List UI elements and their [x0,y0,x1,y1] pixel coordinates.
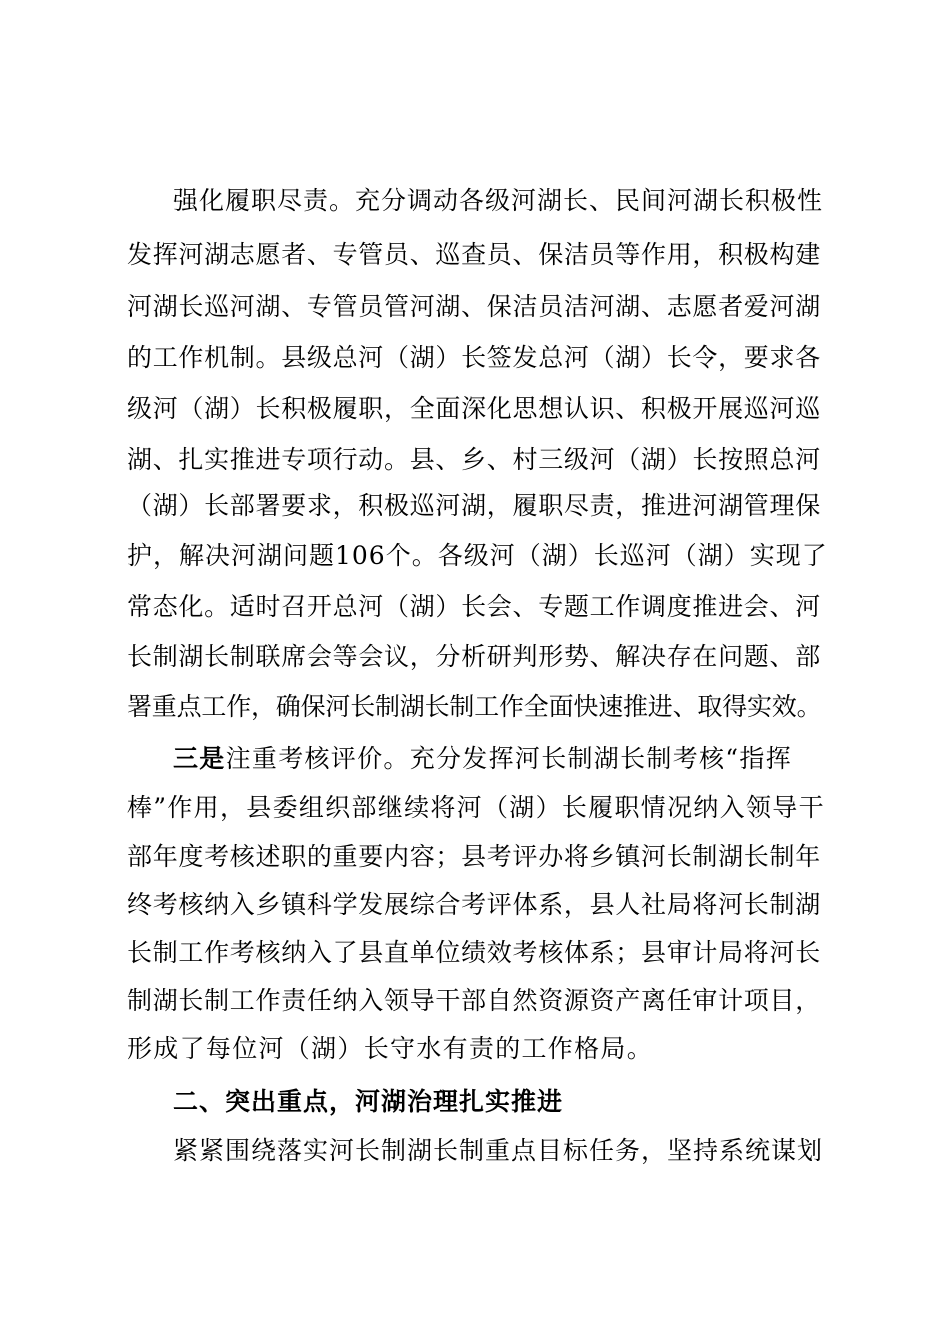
paragraph-1-line-8: 护，解决河湖问题106个。各级河（湖）长巡河（湖）实现了 [127,541,828,570]
section-heading: 二、突出重点，河湖治理扎实推进 [173,1087,564,1116]
paragraph-1-line-5: 级河（湖）长积极履职，全面深化思想认识、积极开展巡河巡 [127,394,821,423]
paragraph-2-line-7: 形成了每位河（湖）长守水有责的工作格局。 [127,1034,654,1063]
paragraph-lead-bold: 三是 [173,744,226,773]
paragraph-1-line-3: 河湖长巡河湖、专管员管河湖、保洁员洁河湖、志愿者爱河湖 [127,292,821,321]
paragraph-2-line-1 [173,744,827,774]
paragraph-2-line-4: 终考核纳入乡镇科学发展综合考评体系，县人社局将河长制湖 [127,890,821,919]
paragraph-2-line-3: 部年度考核述职的重要内容；县考评办将乡镇河长制湖长制年 [127,842,821,871]
paragraph-2-line-2: 棒”作用，县委组织部继续将河（湖）长履职情况纳入领导干 [127,793,825,822]
paragraph-1-line-10: 长制湖长制联席会等会议，分析研判形势、解决存在问题、部 [127,642,821,671]
paragraph-3-line-1: 紧紧围绕落实河长制湖长制重点目标任务，坚持系统谋划 [173,1136,824,1165]
paragraph-1-line-2: 发挥河湖志愿者、专管员、巡查员、保洁员等作用，积极构建 [127,240,821,269]
paragraph-1-line-9: 常态化。适时召开总河（湖）长会、专题工作调度推进会、河 [127,592,821,621]
paragraph-1-line-4: 的工作机制。县级总河（湖）长签发总河（湖）长令，要求各 [127,343,821,372]
paragraph-1-line-1: 强化履职尽责。充分调动各级河湖长、民间河湖长积极性 [173,186,824,215]
paragraph-1-line-11: 署重点工作，确保河长制湖长制工作全面快速推进、取得实效。 [127,692,822,721]
paragraph-1-line-7: （湖）长部署要求，积极巡河湖，履职尽责，推进河湖管理保 [127,491,821,520]
paragraph-2-line-5: 长制工作考核纳入了县直单位绩效考核体系；县审计局将河长 [127,938,821,967]
paragraph-1-line-6: 湖、扎实推进专项行动。县、乡、村三级河（湖）长按照总河 [127,445,821,474]
paragraph-2-line-6: 制湖长制工作责任纳入领导干部自然资源资产离任审计项目， [127,986,821,1015]
paragraph-2-line-1-rest: 注重考核评价。充分发挥河长制湖长制考核“指挥 [225,744,792,773]
